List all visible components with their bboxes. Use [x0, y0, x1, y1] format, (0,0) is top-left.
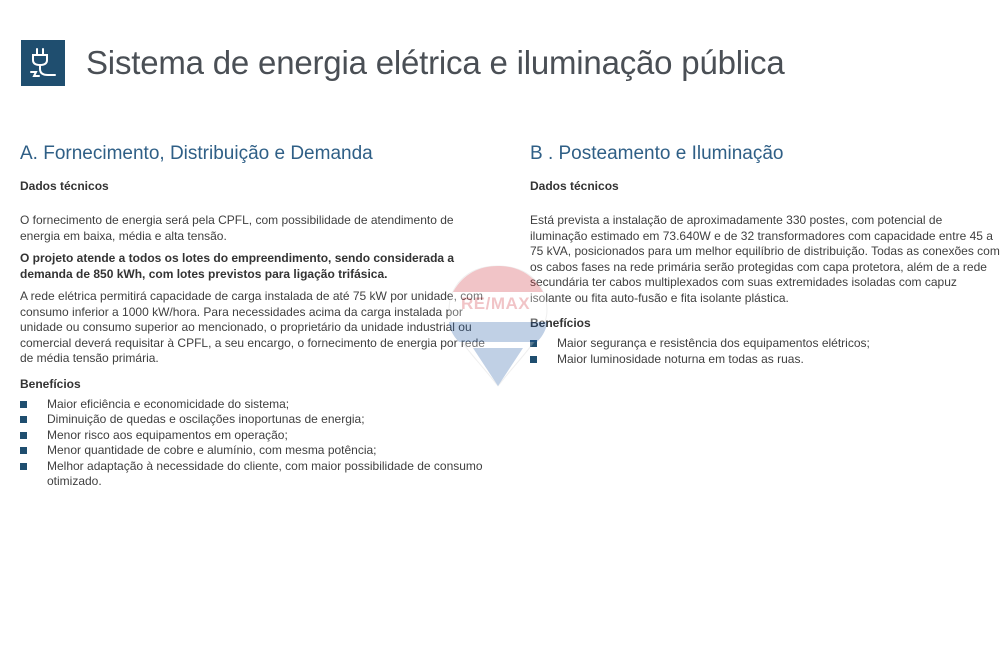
list-item-text: Diminuição de quedas e oscilações inoportunas de energia;	[47, 412, 365, 426]
list-item	[20, 428, 490, 444]
section-b-title: B . Posteamento e Iluminação	[530, 143, 784, 164]
list-item-text: Menor risco aos equipamentos em operação;	[47, 427, 288, 442]
list-item-text: Maior luminosidade noturna em todas as ruas.	[557, 351, 804, 366]
remax-watermark	[443, 262, 553, 392]
list-item	[530, 336, 1000, 352]
page-title: Sistema de energia elétrica e iluminação pública	[86, 44, 785, 81]
list-item	[530, 352, 1000, 368]
section-a	[20, 143, 490, 490]
list-item-text: Menor quantidade de cobre e alumínio, com mesma potência;	[47, 443, 377, 457]
section-a-subtitle: Dados técnicos	[20, 179, 109, 193]
remax-balloon-logo	[443, 262, 553, 392]
bullet-square-icon	[20, 463, 27, 470]
section-a-benefits-list	[20, 397, 490, 490]
section-a-paragraph-3: A rede elétrica permitirá capacidade de carga instalada de até 75 kW por unidade, com consumo inferior a 1000 kW/hora. Para necessidades acima da carga instalada por unidade ou consumo superior ao mencionado, o proprietário da unidade industrial ou comercial deverá requisitar à CPFL, a seu encargo, o fornecimento de energia por rede de média tensão primária.	[20, 289, 485, 365]
list-item	[20, 443, 490, 459]
section-a-paragraph-2: O projeto atende a todos os lotes do empreendimento, sendo considerada a demanda de 850 kWh, com lotes previstos para ligação trifásica.	[20, 251, 455, 281]
list-item-text: Maior segurança e resistência dos equipamentos elétricos;	[557, 336, 870, 350]
section-b-paragraph-1: Está prevista a instalação de aproximadamente 330 postes, com potencial de iluminação estimado em 73.640W e de 32 transformadores com capacidade entre 45 a 75 kVA, posicionados para um melhor equilíbrio de distribuição. Todas as conexões com os cabos fases na rede primária serão protegidas com capa protetora, além de a rede secundária ter cabos multiplexados com suas extremidades isoladas com capuz isolante ou fita auto-fusão e fita isolante plástica.	[530, 213, 1000, 305]
bullet-square-icon	[20, 447, 27, 454]
bullet-square-icon	[20, 416, 27, 423]
section-b-benefits-list	[530, 336, 1000, 367]
list-item	[20, 397, 490, 413]
list-item	[20, 412, 490, 428]
section-a-paragraph-1: O fornecimento de energia será pela CPFL, com possibilidade de atendimento de energia em baixa, média e alta tensão.	[20, 213, 454, 243]
watermark-text: RE/MAX	[461, 294, 531, 313]
section-b	[530, 143, 1000, 367]
list-item	[20, 459, 490, 490]
bullet-square-icon	[20, 401, 27, 408]
section-a-benefits-title: Benefícios	[20, 376, 81, 391]
list-item-text: Maior eficiência e economicidade do sistema;	[47, 396, 290, 411]
electricity-icon	[21, 40, 65, 86]
bullet-square-icon	[20, 432, 27, 439]
list-item-text: Melhor adaptação à necessidade do cliente, com maior possibilidade de consumo otimizado.	[47, 458, 483, 488]
section-b-subtitle: Dados técnicos	[530, 179, 619, 193]
section-a-title: A. Fornecimento, Distribuição e Demanda	[20, 143, 373, 164]
section-b-benefits-title: Benefícios	[530, 316, 591, 330]
